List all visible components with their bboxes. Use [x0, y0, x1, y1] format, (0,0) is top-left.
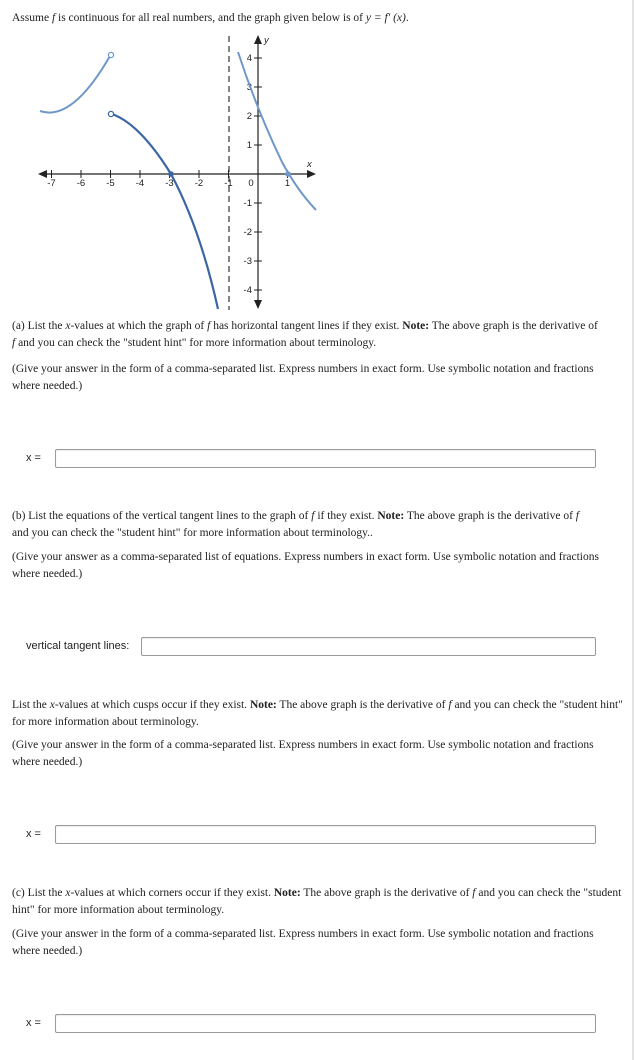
- part-b-answer-input[interactable]: [141, 637, 596, 656]
- x-tick-label: -3: [165, 178, 174, 189]
- y-tick-label: -4: [243, 285, 252, 296]
- x-tick-label: -7: [47, 178, 56, 189]
- x-tick-label: -2: [194, 178, 204, 189]
- part-cusp-hint: (Give your answer in the form of a comma-separated list. Express numbers in exact form. Use symbolic notation and fractions where needed.): [12, 739, 594, 768]
- zero-point-left: [168, 171, 174, 177]
- part-c-answer-input[interactable]: [55, 1014, 596, 1033]
- x-axis-label: x: [307, 159, 312, 170]
- open-endpoint-lower: [108, 111, 113, 116]
- y-tick-label: 4: [246, 53, 252, 64]
- part-c-label: x =: [26, 1017, 41, 1029]
- open-endpoint-upper: [108, 52, 113, 57]
- intro-text: Assume f is continuous for all real numbers, and the graph given below is of y = f′ (x).: [12, 12, 409, 24]
- part-cusp-label: x =: [26, 828, 41, 840]
- part-a-label: x =: [26, 452, 41, 464]
- part-cusp-answer-input[interactable]: [55, 825, 596, 844]
- part-cusp-question: List the x-values at which cusps occur if they exist. Note: The above graph is the derivative of f and you can check the "student hint" for more information about terminology.: [12, 699, 623, 728]
- y-tick-label: 1: [246, 140, 252, 151]
- y-tick-label: 2: [246, 111, 252, 122]
- part-c-hint: (Give your answer in the form of a comma-separated list. Express numbers in exact form. Use symbolic notation and fractions where needed.): [12, 928, 594, 957]
- y-axis-label: y: [264, 35, 269, 46]
- x-tick-label: -6: [76, 178, 86, 189]
- y-tick-label: -1: [243, 198, 252, 209]
- part-b-label: vertical tangent lines:: [26, 640, 130, 652]
- x-tick-label: 1: [284, 178, 291, 189]
- left-curve-lower: [112, 114, 218, 309]
- y-axis-up-arrow: [254, 35, 262, 44]
- x-axis-left-arrow: [38, 170, 47, 178]
- part-a-hint: (Give your answer in the form of a comma-separated list. Express numbers in exact form. Use symbolic notation and fractions where needed.): [12, 363, 594, 392]
- left-curve-upper: [40, 56, 110, 113]
- x-tick-label: -4: [135, 178, 145, 189]
- part-b-hint: (Give your answer as a comma-separated list of equations. Express numbers in exact form. Use symbolic notation and fractions where needed.): [12, 551, 599, 580]
- x-tick-label: 0: [248, 178, 254, 189]
- part-a-answer-input[interactable]: [55, 449, 596, 468]
- derivative-graph: [0, 0, 634, 320]
- y-tick-label: 3: [246, 82, 252, 93]
- y-tick-label: -2: [243, 227, 252, 238]
- part-c-question: (c) List the x-values at which corners occur if they exist. Note: The above graph is the derivative of f and you can check the "student hint" for more information about terminology.: [12, 887, 622, 916]
- y-tick-label: -3: [243, 256, 252, 267]
- x-tick-label: -5: [106, 178, 115, 189]
- part-b-question: (b) List the equations of the vertical tangent lines to the graph of f if they exist. Note: The above graph is the derivative of f and you can check the "student hint" for more information about terminology..: [12, 510, 579, 539]
- x-tick-label: -1: [224, 178, 233, 189]
- x-axis-right-arrow: [307, 170, 316, 178]
- part-a-question: (a) List the x-values at which the graph of f has horizontal tangent lines if they exist. Note: The above graph is the derivative of f and you can check the "student hint" for more information about terminology.: [12, 320, 598, 349]
- y-axis-down-arrow: [254, 300, 262, 309]
- zero-point-right: [285, 171, 291, 177]
